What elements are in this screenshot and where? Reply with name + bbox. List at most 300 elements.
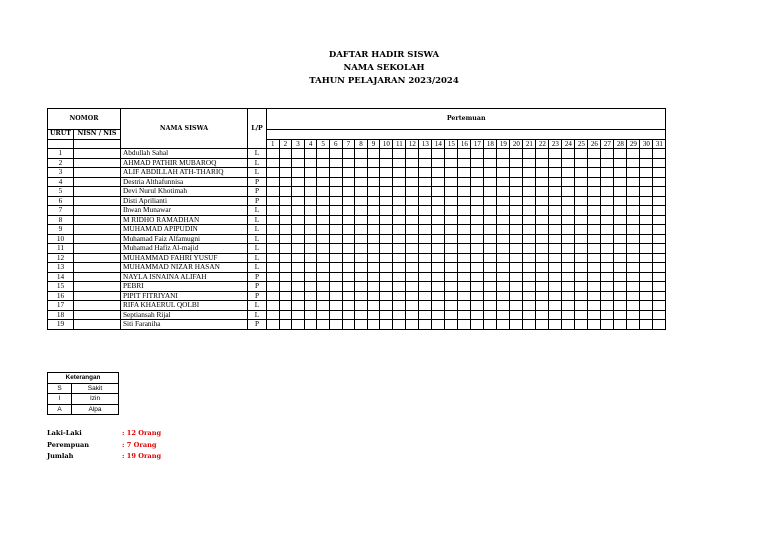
attendance-cell [419, 301, 432, 311]
attendance-cell [588, 177, 601, 187]
attendance-cell [367, 158, 380, 168]
attendance-cell [536, 263, 549, 273]
attendance-cell [549, 272, 562, 282]
attendance-cell [510, 158, 523, 168]
attendance-cell [653, 282, 666, 292]
attendance-cell [653, 253, 666, 263]
attendance-cell [367, 301, 380, 311]
attendance-cell [640, 206, 653, 216]
attendance-cell [317, 263, 330, 273]
attendance-cell [393, 320, 406, 330]
attendance-cell [588, 234, 601, 244]
attendance-cell [406, 187, 419, 197]
student-nisn [74, 196, 121, 206]
attendance-cell [614, 263, 627, 273]
attendance-cell [497, 263, 510, 273]
attendance-cell [653, 225, 666, 235]
student-number: 9 [48, 225, 74, 235]
attendance-cell [393, 263, 406, 273]
attendance-cell [484, 196, 497, 206]
attendance-cell [575, 177, 588, 187]
attendance-cell [471, 215, 484, 225]
attendance-cell [471, 272, 484, 282]
attendance-cell [640, 301, 653, 311]
attendance-cell [653, 263, 666, 273]
student-gender: L [248, 263, 267, 273]
student-gender: L [248, 310, 267, 320]
attendance-cell [329, 253, 342, 263]
document-title [0, 49, 768, 88]
attendance-cell [510, 234, 523, 244]
attendance-cell [627, 196, 640, 206]
student-row [48, 253, 666, 263]
legend-title: Keterangan [48, 373, 119, 384]
attendance-cell [292, 301, 305, 311]
header-nomor: NOMOR [48, 109, 121, 130]
student-row [48, 196, 666, 206]
attendance-cell [484, 158, 497, 168]
attendance-cell [367, 244, 380, 254]
attendance-cell [432, 206, 445, 216]
attendance-cell [419, 206, 432, 216]
attendance-cell [640, 177, 653, 187]
attendance-cell [304, 225, 317, 235]
attendance-cell [640, 253, 653, 263]
attendance-cell [640, 225, 653, 235]
day-header-19: 19 [497, 139, 510, 149]
attendance-cell [549, 225, 562, 235]
attendance-cell [432, 263, 445, 273]
attendance-cell [575, 225, 588, 235]
attendance-cell [562, 168, 575, 178]
attendance-cell [627, 310, 640, 320]
day-header-9: 9 [367, 139, 380, 149]
student-row [48, 301, 666, 311]
attendance-cell [523, 206, 536, 216]
attendance-cell [393, 177, 406, 187]
attendance-cell [393, 225, 406, 235]
attendance-cell [510, 187, 523, 197]
attendance-cell [601, 234, 614, 244]
attendance-cell [367, 291, 380, 301]
attendance-cell [458, 244, 471, 254]
attendance-cell [562, 253, 575, 263]
attendance-cell [536, 187, 549, 197]
attendance-cell [342, 310, 355, 320]
attendance-cell [267, 263, 280, 273]
attendance-cell [432, 215, 445, 225]
attendance-cell [406, 301, 419, 311]
attendance-cell [267, 177, 280, 187]
attendance-cell [292, 177, 305, 187]
attendance-cell [471, 206, 484, 216]
attendance-cell [342, 291, 355, 301]
header-urut-spacer [48, 139, 74, 149]
attendance-cell [640, 282, 653, 292]
legend-code: S [48, 383, 72, 394]
attendance-cell [601, 177, 614, 187]
attendance-cell [497, 177, 510, 187]
attendance-cell [653, 196, 666, 206]
legend-header-row [48, 373, 119, 384]
attendance-cell [627, 206, 640, 216]
attendance-cell [380, 291, 393, 301]
attendance-cell [523, 244, 536, 254]
attendance-cell [445, 158, 458, 168]
attendance-cell [279, 215, 292, 225]
attendance-cell [484, 149, 497, 159]
title-line-1: DAFTAR HADIR SISWA [328, 50, 440, 60]
attendance-cell [406, 272, 419, 282]
attendance-cell [419, 234, 432, 244]
summary-label: Perempuan [47, 440, 90, 449]
attendance-cell [367, 215, 380, 225]
attendance-cell [355, 320, 368, 330]
attendance-cell [279, 263, 292, 273]
student-number: 7 [48, 206, 74, 216]
attendance-cell [267, 158, 280, 168]
attendance-cell [279, 253, 292, 263]
attendance-cell [445, 206, 458, 216]
attendance-cell [458, 282, 471, 292]
student-nisn [74, 206, 121, 216]
attendance-cell [445, 253, 458, 263]
attendance-cell [536, 320, 549, 330]
attendance-cell [329, 196, 342, 206]
attendance-cell [279, 177, 292, 187]
attendance-cell [575, 291, 588, 301]
attendance-cell [329, 320, 342, 330]
attendance-cell [279, 282, 292, 292]
attendance-cell [601, 158, 614, 168]
attendance-cell [523, 263, 536, 273]
attendance-cell [471, 253, 484, 263]
attendance-cell [329, 187, 342, 197]
attendance-cell [342, 196, 355, 206]
attendance-cell [304, 196, 317, 206]
attendance-table [47, 108, 666, 330]
attendance-cell [575, 263, 588, 273]
attendance-cell [601, 149, 614, 159]
attendance-cell [342, 301, 355, 311]
attendance-cell [562, 310, 575, 320]
attendance-cell [406, 177, 419, 187]
student-row [48, 244, 666, 254]
legend-row [48, 394, 119, 405]
day-header-1: 1 [267, 139, 280, 149]
attendance-cell [588, 301, 601, 311]
attendance-cell [458, 234, 471, 244]
attendance-cell [380, 320, 393, 330]
attendance-cell [419, 244, 432, 254]
attendance-cell [445, 177, 458, 187]
attendance-cell [588, 225, 601, 235]
attendance-cell [588, 215, 601, 225]
summary-row [47, 428, 161, 440]
attendance-cell [267, 253, 280, 263]
attendance-cell [406, 320, 419, 330]
attendance-cell [329, 301, 342, 311]
attendance-cell [588, 310, 601, 320]
attendance-cell [484, 234, 497, 244]
attendance-cell [484, 244, 497, 254]
student-gender: L [248, 225, 267, 235]
attendance-cell [292, 196, 305, 206]
attendance-cell [640, 215, 653, 225]
attendance-cell [355, 244, 368, 254]
attendance-cell [355, 291, 368, 301]
attendance-cell [292, 291, 305, 301]
attendance-cell [279, 301, 292, 311]
student-row [48, 206, 666, 216]
attendance-cell [510, 177, 523, 187]
attendance-cell [292, 225, 305, 235]
student-name: Ihwan Munawar [121, 206, 248, 216]
attendance-cell [497, 282, 510, 292]
attendance-cell [329, 291, 342, 301]
attendance-cell [458, 149, 471, 159]
attendance-cell [523, 301, 536, 311]
attendance-cell [549, 320, 562, 330]
student-row [48, 158, 666, 168]
attendance-cell [432, 310, 445, 320]
attendance-cell [419, 149, 432, 159]
attendance-cell [267, 215, 280, 225]
student-name: AHMAD PATHIR MUBAROQ [121, 158, 248, 168]
attendance-cell [342, 158, 355, 168]
student-row [48, 263, 666, 273]
attendance-cell [329, 168, 342, 178]
attendance-cell [342, 234, 355, 244]
attendance-cell [640, 291, 653, 301]
attendance-cell [304, 177, 317, 187]
attendance-cell [292, 215, 305, 225]
attendance-cell [329, 215, 342, 225]
attendance-cell [419, 253, 432, 263]
attendance-cell [627, 244, 640, 254]
attendance-cell [355, 272, 368, 282]
attendance-cell [317, 168, 330, 178]
attendance-cell [355, 301, 368, 311]
student-number: 2 [48, 158, 74, 168]
attendance-cell [536, 291, 549, 301]
attendance-cell [497, 291, 510, 301]
attendance-cell [445, 320, 458, 330]
attendance-cell [419, 225, 432, 235]
attendance-cell [601, 272, 614, 282]
attendance-cell [380, 272, 393, 282]
student-gender: L [248, 206, 267, 216]
attendance-cell [380, 263, 393, 273]
student-number: 15 [48, 282, 74, 292]
attendance-cell [329, 234, 342, 244]
attendance-cell [523, 253, 536, 263]
attendance-cell [406, 234, 419, 244]
attendance-cell [601, 291, 614, 301]
student-nisn [74, 291, 121, 301]
attendance-cell [549, 187, 562, 197]
attendance-cell [380, 215, 393, 225]
attendance-cell [536, 244, 549, 254]
day-header-4: 4 [304, 139, 317, 149]
attendance-cell [367, 206, 380, 216]
attendance-cell [536, 215, 549, 225]
student-name: Siti Faraniha [121, 320, 248, 330]
attendance-cell [458, 168, 471, 178]
attendance-cell [406, 291, 419, 301]
attendance-cell [355, 206, 368, 216]
day-header-18: 18 [484, 139, 497, 149]
attendance-cell [575, 158, 588, 168]
attendance-cell [653, 168, 666, 178]
student-name: Disti Aprilianti [121, 196, 248, 206]
attendance-cell [510, 244, 523, 254]
attendance-cell [549, 149, 562, 159]
attendance-cell [497, 301, 510, 311]
attendance-cell [342, 206, 355, 216]
attendance-cell [523, 234, 536, 244]
student-nisn [74, 310, 121, 320]
attendance-cell [484, 168, 497, 178]
attendance-cell [267, 168, 280, 178]
attendance-cell [317, 301, 330, 311]
attendance-cell [292, 282, 305, 292]
attendance-cell [380, 206, 393, 216]
attendance-cell [419, 320, 432, 330]
attendance-cell [614, 282, 627, 292]
attendance-cell [471, 320, 484, 330]
attendance-cell [549, 215, 562, 225]
attendance-cell [445, 272, 458, 282]
student-nisn [74, 187, 121, 197]
attendance-cell [549, 310, 562, 320]
day-header-23: 23 [549, 139, 562, 149]
attendance-cell [380, 225, 393, 235]
attendance-cell [614, 310, 627, 320]
legend-label: Alpa [72, 404, 119, 415]
attendance-cell [510, 215, 523, 225]
attendance-cell [536, 234, 549, 244]
student-gender: P [248, 291, 267, 301]
attendance-cell [380, 177, 393, 187]
attendance-cell [393, 282, 406, 292]
attendance-cell [419, 196, 432, 206]
attendance-cell [355, 158, 368, 168]
legend-row [48, 383, 119, 394]
student-name: RIFA KHAERUL QOLBI [121, 301, 248, 311]
attendance-cell [653, 244, 666, 254]
attendance-cell [393, 215, 406, 225]
attendance-cell [419, 282, 432, 292]
attendance-cell [432, 253, 445, 263]
attendance-cell [292, 234, 305, 244]
attendance-cell [355, 196, 368, 206]
attendance-cell [445, 149, 458, 159]
attendance-cell [342, 149, 355, 159]
attendance-cell [497, 196, 510, 206]
title-line-2: NAMA SEKOLAH [343, 63, 425, 73]
student-row [48, 320, 666, 330]
attendance-cell [653, 320, 666, 330]
attendance-cell [484, 215, 497, 225]
day-header-27: 27 [601, 139, 614, 149]
attendance-cell [406, 244, 419, 254]
summary-label: Jumlah [47, 452, 74, 460]
attendance-cell [536, 196, 549, 206]
attendance-cell [406, 225, 419, 235]
student-gender: P [248, 187, 267, 197]
attendance-cell [367, 263, 380, 273]
attendance-cell [304, 263, 317, 273]
attendance-cell [317, 177, 330, 187]
attendance-cell [304, 187, 317, 197]
day-header-16: 16 [458, 139, 471, 149]
attendance-cell [562, 291, 575, 301]
student-number: 10 [48, 234, 74, 244]
attendance-cell [342, 225, 355, 235]
student-row [48, 177, 666, 187]
attendance-cell [471, 291, 484, 301]
attendance-cell [497, 168, 510, 178]
attendance-cell [329, 263, 342, 273]
summary-row [47, 451, 161, 463]
attendance-cell [640, 310, 653, 320]
attendance-cell [380, 282, 393, 292]
attendance-cell [549, 196, 562, 206]
attendance-cell [367, 225, 380, 235]
attendance-cell [549, 206, 562, 216]
attendance-cell [510, 263, 523, 273]
attendance-cell [510, 272, 523, 282]
student-number: 1 [48, 149, 74, 159]
attendance-cell [510, 291, 523, 301]
attendance-cell [627, 234, 640, 244]
attendance-cell [523, 215, 536, 225]
attendance-cell [510, 282, 523, 292]
day-header-10: 10 [380, 139, 393, 149]
attendance-cell [562, 282, 575, 292]
attendance-cell [304, 301, 317, 311]
attendance-cell [317, 282, 330, 292]
attendance-cell [279, 206, 292, 216]
attendance-cell [523, 187, 536, 197]
legend-table [47, 372, 119, 415]
title-line-3: TAHUN PELAJARAN 2023/2024 [309, 76, 459, 86]
attendance-cell [279, 291, 292, 301]
attendance-cell [342, 282, 355, 292]
attendance-cell [497, 158, 510, 168]
attendance-cell [497, 272, 510, 282]
attendance-cell [279, 187, 292, 197]
attendance-cell [562, 196, 575, 206]
attendance-cell [536, 158, 549, 168]
attendance-cell [471, 149, 484, 159]
attendance-cell [484, 301, 497, 311]
attendance-cell [588, 196, 601, 206]
attendance-cell [267, 206, 280, 216]
student-nisn [74, 215, 121, 225]
attendance-cell [267, 187, 280, 197]
attendance-cell [562, 187, 575, 197]
attendance-cell [471, 301, 484, 311]
student-row [48, 225, 666, 235]
header-row-1 [48, 109, 666, 130]
student-name: Abdullah Sahal [121, 149, 248, 159]
student-name: M RIDHO RAMADHAN [121, 215, 248, 225]
attendance-cell [627, 320, 640, 330]
attendance-cell [342, 320, 355, 330]
day-header-17: 17 [471, 139, 484, 149]
